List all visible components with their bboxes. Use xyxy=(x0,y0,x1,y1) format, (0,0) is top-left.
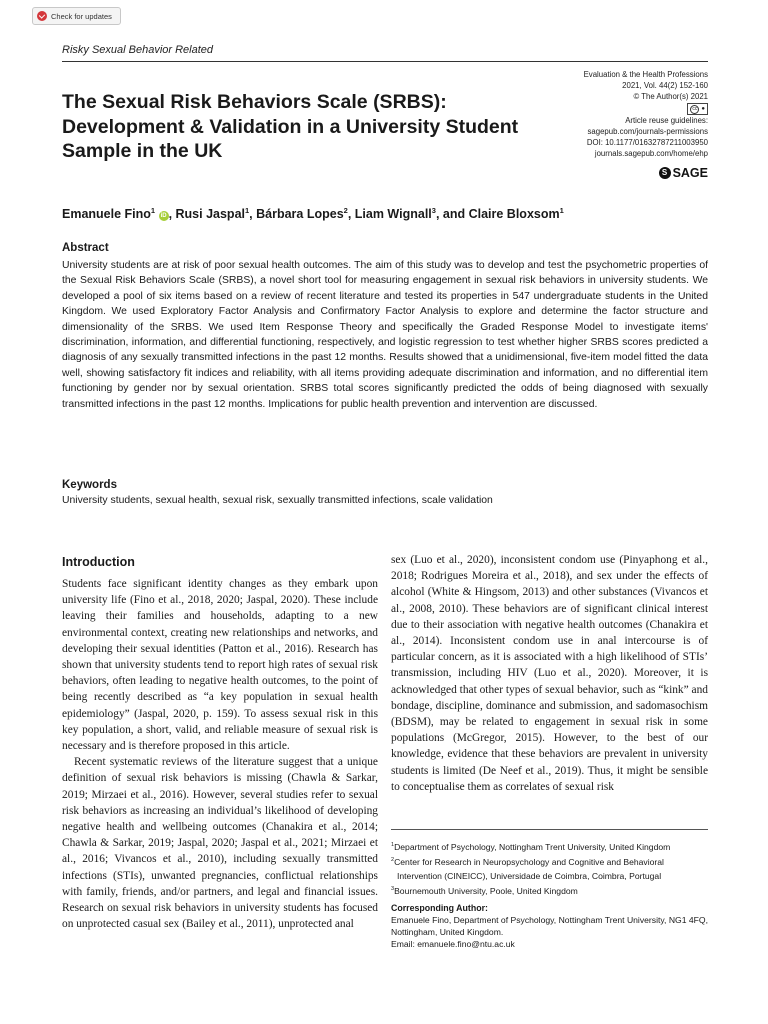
affiliation-line: Center for Research in Neuropsychology and Cognitive and Behavioral xyxy=(394,857,664,868)
affiliation-sup: 3 xyxy=(391,886,395,893)
author-affiliation-sup: 3 xyxy=(431,206,436,215)
author-affiliation-sup: 2 xyxy=(343,206,348,215)
affiliation-line: Bournemouth University, Poole, United Kingdom xyxy=(394,886,578,897)
author-affiliation-sup: 1 xyxy=(559,206,564,215)
body-column-right xyxy=(391,552,708,795)
running-head: Risky Sexual Behavior Related xyxy=(62,44,214,56)
author-affiliation-sup: 1 xyxy=(245,206,250,215)
article-title: The Sexual Risk Behaviors Scale (SRBS): Development & Validation in a University Student Sample in the UK xyxy=(62,91,519,162)
keywords-heading: Keywords xyxy=(62,479,117,491)
check-updates-label: Check for updates xyxy=(51,11,112,21)
corresponding-address: Emanuele Fino, Department of Psychology, Nottingham Trent University, NG1 4FQ, Nottingham, United Kingdom. xyxy=(391,915,708,937)
publisher-name: SAGE xyxy=(672,166,708,180)
journal-copyright: © The Author(s) 2021 xyxy=(633,91,708,101)
journal-volume: 2021, Vol. 44(2) 152-160 xyxy=(622,80,708,90)
reuse-label: Article reuse guidelines: xyxy=(625,116,708,126)
introduction-heading: Introduction xyxy=(62,555,135,569)
corresponding-email[interactable]: Email: emanuele.fino@ntu.ac.uk xyxy=(391,939,515,949)
abstract-heading: Abstract xyxy=(62,242,109,254)
paragraph: sex (Luo et al., 2020), inconsistent condom use (Pinyaphong et al., 2018; Rodrigues Moreira et al., 2018), and sex under the effects of alcohol (White & Hingsom, 2013) and other substances (Vivancos et al., 2008, 2010). These behaviors are of significant clinical interest due to their association with negative health outcomes (Chanakira et al., 2014). Inconsistent condom use in anal intercourse is of particular concern, as it is associated with a high likelihood of STIs’ transmission, including HIV (Luo et al., 2020). Moreover, it is acknowledged that other types of sexual behavior, such as “kink” and bondage, discipline, dominance and submission, and sadomasochism (BDSM), may be related to engagement in sexual risk in some populations (McGregor, 2015). However, to the best of our knowledge, evidence that these behaviors are prevalent in university students is limited (De Neef et al., 2019). Thus, it might be sensible to conceptualise them as correlates of sexual risk xyxy=(391,554,708,793)
reuse-link[interactable]: sagepub.com/journals-permissions xyxy=(587,127,708,137)
author-sep: , and xyxy=(435,207,469,222)
corresponding-author-heading: Corresponding Author: xyxy=(391,903,488,913)
author-name[interactable]: Liam Wignall xyxy=(354,207,432,222)
footnote-rule xyxy=(391,829,708,830)
author-name[interactable]: Rusi Jaspal xyxy=(175,207,245,222)
author-affiliation-sup: 1 xyxy=(150,206,156,215)
affiliations xyxy=(391,839,708,899)
affiliation-sup: 2 xyxy=(391,857,395,864)
paragraph: Students face significant identity changes as they embark upon university life (Fino et al., 2018, 2020; Jaspal, 2020). These include leaving their families and households, adapting to a new environmental context, creating new relationships and networks, and developing their sexual identities (Patton et al., 2016). Research has shown that university students tend to report high rates of sexual risk behaviors, often leading to negative health outcomes, to the point of being recently described as “a key population in sexual health epidemiology” (Jaspal, 2020, p. 159). To assess sexual risk in this key population, a short, valid, and reliable measure of sexual risk is necessary and is therefore proposed in this article. xyxy=(62,578,378,753)
check-for-updates-button[interactable] xyxy=(32,7,121,25)
header-rule xyxy=(62,61,708,62)
sage-s-icon: S xyxy=(659,167,671,179)
author-name[interactable]: Emanuele Fino xyxy=(62,207,151,222)
author-name[interactable]: Bárbara Lopes xyxy=(256,207,344,222)
sage-logo xyxy=(659,166,708,180)
affiliation-line: Department of Psychology, Nottingham Trent University, United Kingdom xyxy=(394,841,671,852)
keywords-text: University students, sexual health, sexual risk, sexually transmitted infections, scale validation xyxy=(62,495,493,506)
corresponding-author xyxy=(391,914,708,950)
orcid-icon[interactable]: iD xyxy=(160,213,167,220)
author-name[interactable]: Claire Bloxsom xyxy=(468,207,560,222)
paragraph: Recent systematic reviews of the literature suggest that a unique definition of sexual risk behaviors is missing (Chawla & Sarkar, 2019; Mirzaei et al., 2016). However, several studies refer to sexual risk behaviors as increasing an individual’s likelihood of developing negative health and wellbeing outcomes (Chanakira et al., 2014; Chawla & Sarkar, 2019; Jaspal, 2020; Jaspal et al., 2021; Mirzaei et al., 2016; Vivancos et al., 2010), including sexually transmitted infections (STIs), unwanted pregnancies, conflictual relationships with family, friends, and/or partners, and legal and financial issues. Research on sexual risk behaviors in university students has focused on unprotected casual sex (Bailey et al., 2011), unprotected anal xyxy=(62,756,378,931)
author-sep: , xyxy=(168,207,176,222)
check-updates-icon xyxy=(37,11,47,21)
creative-commons-icon: cc ● xyxy=(687,103,708,115)
journal-home-link[interactable]: journals.sagepub.com/home/ehp xyxy=(594,148,708,158)
author-sep: , xyxy=(347,207,355,222)
journal-name: Evaluation & the Health Professions xyxy=(583,70,708,79)
abstract-text: University students are at risk of poor sexual health outcomes. The aim of this study was to develop and test the psychometric properties of the Sexual Risk Behaviors Scale (SRBS), a novel short tool for measuring engagement in sexual risk behaviors in university students. We developed a pool of six items based on a review of recent literature and tested its properties in 547 undergraduate students in the United Kingdom. We used Exploratory Factor Analysis and Confirmatory Factor Analysis to explore and determine the factor structure and dimensionality of the SRBS. We used Item Response Theory and specifically the Graded Response Model to investigate items' discrimination, information, and differential functioning, respectively, and logistic regression to test whether higher SRBS scores predicted a diagnosis of any sexually transmitted infections in the past 12 months. Results showed that a unidimensional, five-item model fitted the data well, showing satisfactory fit indices and reliability, with all items providing adequate discrimination and information, and no differential item functioning by gender nor by sexual orientation. SRBS total scores significantly predicted the odds of being diagnosed with sexually transmitted infections in the past 12 months. Implications for public health prevention and intervention are discussed. xyxy=(62,260,708,410)
author-list xyxy=(62,206,722,221)
author-sep: , xyxy=(249,207,257,222)
doi-link[interactable]: DOI: 10.1177/01632787211003950 xyxy=(586,137,708,147)
affiliation-line: Intervention (CINEICC), Universidade de Coimbra, Coimbra, Portugal xyxy=(397,870,662,881)
affiliation-sup: 1 xyxy=(391,842,395,848)
body-column-left xyxy=(62,576,378,932)
